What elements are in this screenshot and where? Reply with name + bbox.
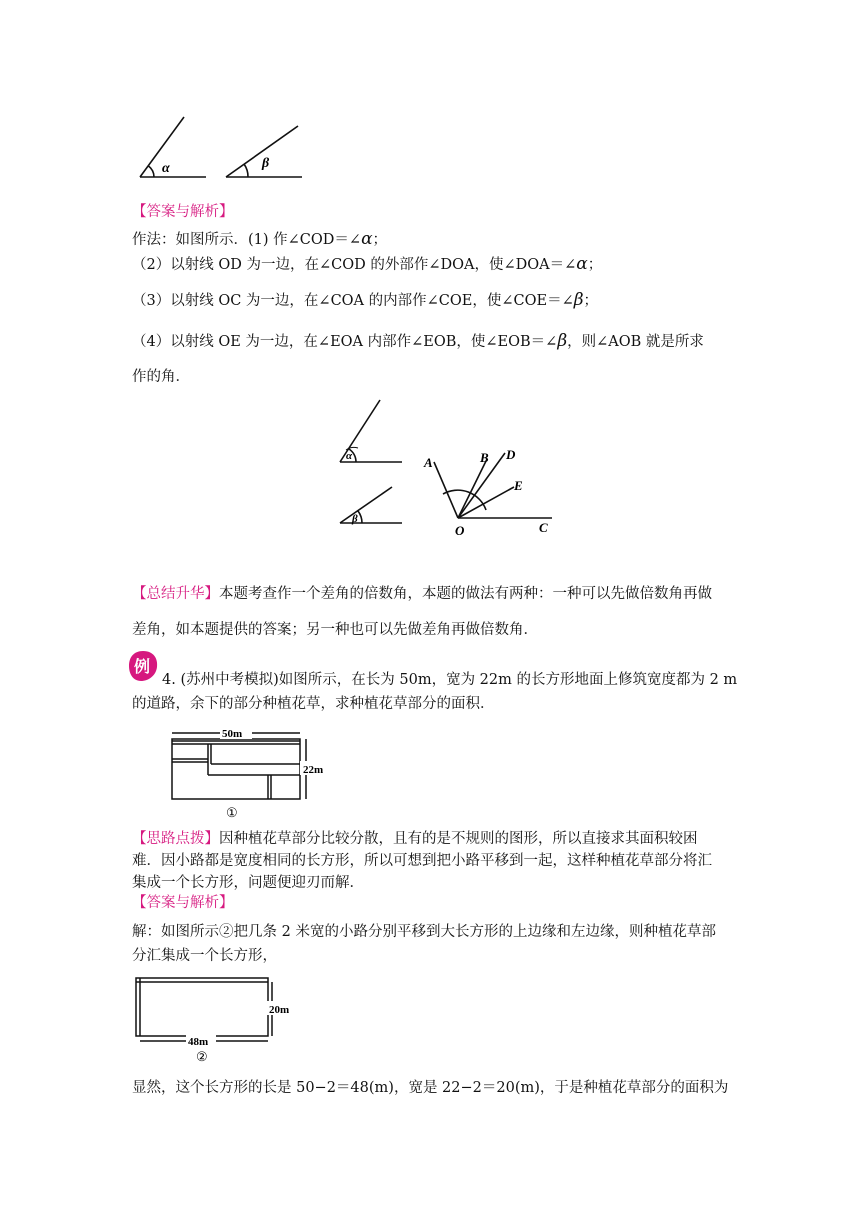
summary-line-1: 【总结升华】本题考查作一个差角的倍数角，本题的做法有两种：一种可以先做倍数角再做 — [132, 586, 712, 602]
point-e: E — [514, 478, 523, 493]
point-b: B — [480, 450, 489, 465]
hint-line-1: 【思路点拨】因种植花草部分比较分散，且有的是不规则的图形，所以直接求其面积较困 — [132, 831, 698, 847]
hint-line-3: 集成一个长方形，问题便迎刃而解． — [132, 875, 364, 891]
point-d: D — [506, 447, 516, 462]
answer2-line-1: 解：如图所示②把几条 2 米宽的小路分别平移到大长方形的上边缘和左边缘，则种植花草部 — [132, 924, 716, 940]
construction-figure — [330, 392, 560, 542]
answer-tag-2: 【答案与解析】 — [132, 895, 234, 911]
alpha-symbol: α — [361, 229, 373, 249]
answer-line-2: （2）以射线 OD 为一边，在∠COD 的外部作∠DOA，使∠DOA＝∠α； — [132, 254, 603, 274]
answer-line-5: 作的角． — [132, 369, 190, 385]
point-o: O — [455, 523, 465, 538]
alpha-label-2: α — [346, 450, 353, 462]
field-roads-figure — [160, 727, 340, 822]
width-label: 22m — [303, 764, 324, 776]
merged-field-figure — [126, 973, 306, 1063]
beta-label-2: β — [352, 513, 358, 525]
example-badge — [128, 650, 158, 682]
example-line-2: 的道路，余下的部分种植花草，求种植花草部分的面积． — [132, 696, 495, 712]
hint-line-2: 难．因小路都是宽度相同的长方形，所以可想到把小路平移到一起，这样种植花草部分将汇 — [132, 853, 712, 869]
figure-caption-1: ① — [226, 805, 238, 820]
length-label: 50m — [222, 728, 243, 740]
point-c: C — [539, 520, 548, 535]
point-a: A — [424, 455, 433, 470]
given-angles-figure — [130, 110, 310, 185]
width-label-20: 20m — [269, 1004, 290, 1016]
final-line-1: 显然，这个长方形的长是 50−2＝48(m)，宽是 22−2＝20(m)，于是种植花草部分的面积为 — [132, 1080, 729, 1096]
answer-line-1: 作法：如图所示．(1) 作∠COD＝∠α； — [132, 229, 388, 249]
beta-label: β — [262, 156, 270, 171]
summary-line-2: 差角，如本题提供的答案；另一种也可以先做差角再做倍数角． — [132, 622, 538, 638]
alpha-label: α — [162, 161, 170, 176]
answer-tag: 【答案与解析】 — [132, 204, 234, 220]
answer2-line-2: 分汇集成一个长方形， — [132, 948, 277, 964]
answer-line-3: （3）以射线 OC 为一边，在∠COA 的内部作∠COE，使∠COE＝∠β； — [132, 290, 599, 310]
length-label-48: 48m — [188, 1036, 209, 1048]
svg-text:例: 例 — [134, 659, 151, 676]
answer-line-4: （4）以射线 OE 为一边，在∠EOA 内部作∠EOB，使∠EOB＝∠β，则∠AOB 就是所求 — [132, 331, 704, 351]
figure-caption-2: ② — [196, 1049, 208, 1063]
example-line-1: 4. (苏州中考模拟)如图所示，在长为 50m，宽为 22m 的长方形地面上修筑宽度都为 2 m — [162, 672, 738, 688]
